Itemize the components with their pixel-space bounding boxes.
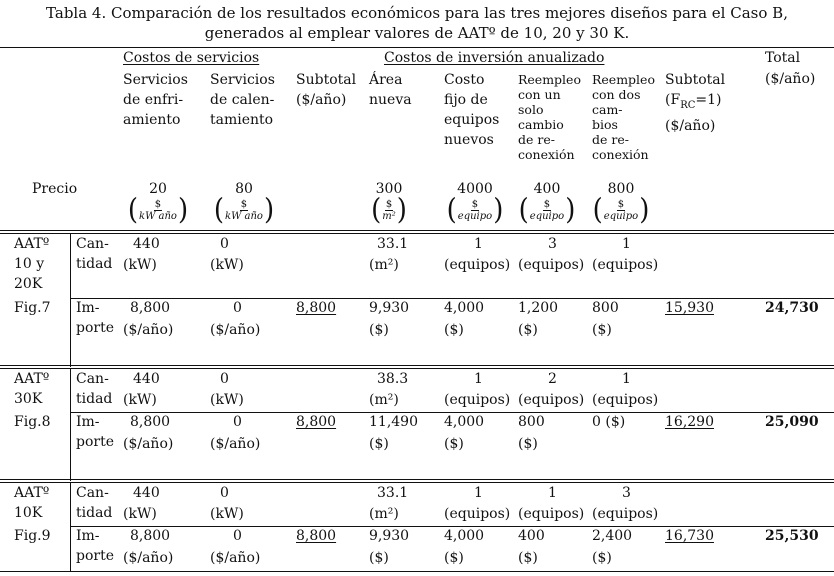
b3-q-calen-unit: (kW): [210, 506, 244, 522]
b1-q-reemp2-unit: (equipos): [592, 257, 659, 273]
b3-q-enfri-unit: (kW): [123, 506, 157, 522]
b2-i-calen: 0: [233, 414, 242, 430]
col-reempleo-un-cambio: Reempleo con un solo cambio de re- conexión: [518, 72, 581, 162]
total-header: Total: [765, 50, 801, 66]
b1-i-reemp1-unit: ($): [518, 322, 538, 338]
b2-i-total: 25,090: [765, 414, 819, 430]
block3-label: AATº 10K: [14, 485, 50, 521]
b1-q-reemp1: 3: [548, 236, 557, 252]
b2-q-reemp1-unit: (equipos): [518, 392, 585, 408]
b2-q-area: 38.3: [377, 371, 409, 387]
price-unit-reempleo2: ( $\frac{\$}{\text{equipo}}$ ): [592, 193, 650, 227]
price-unit-calentamiento: ( $\frac{\$}{\text{kW año}}$ ): [213, 193, 275, 227]
b3-i-fijo: 4,000: [444, 528, 485, 544]
b2-i-fijo: 4,000: [444, 414, 485, 430]
table-caption-line2: generados al emplear valores de AATº de 10, 20 y 30 K.: [204, 24, 630, 42]
group-costos-inversion: Costos de inversión anualizado: [384, 50, 605, 66]
block2-label: AATº 30K: [14, 371, 50, 407]
b3-i-enfri-unit: ($/año): [123, 550, 174, 566]
b3-i-area: 9,930: [369, 528, 410, 544]
b1-i-fijo-unit: ($): [444, 322, 464, 338]
b1-q-enfri: 440: [133, 236, 160, 252]
header-rule-2: [0, 233, 834, 234]
block1-divider: [70, 233, 71, 367]
b3-q-area-unit: (m²): [369, 506, 399, 522]
block1-cantidad-label: Can- tidad: [76, 236, 113, 272]
b3-i-reemp1-unit: ($): [518, 550, 538, 566]
col-subtotal-servicios: Subtotal ($/año): [296, 72, 357, 108]
b1-i-enfri: 8,800: [130, 300, 171, 316]
b3-q-enfri: 440: [133, 485, 160, 501]
b3-i-calen: 0: [233, 528, 242, 544]
price-value-reempleo2: 800: [607, 181, 635, 197]
b2-i-reemp1-unit: ($): [518, 436, 538, 452]
b1-i-enfri-unit: ($/año): [123, 322, 174, 338]
b1-q-area-unit: (m²): [369, 257, 399, 273]
b2-q-calen: 0: [220, 371, 229, 387]
price-unit-area: ( $\frac{\$}{\text{m²}}$ ): [371, 193, 407, 227]
b1-q-area: 33.1: [377, 236, 409, 252]
block2-bottom-rule-2: [0, 482, 834, 483]
b1-q-fijo: 1: [474, 236, 483, 252]
b3-i-reemp1: 400: [518, 528, 545, 544]
block1-bottom-rule-1: [0, 365, 834, 366]
block3-fig: Fig.9: [14, 528, 51, 544]
price-unit-enfriamiento: ( $\frac{\$}{\text{kW año}}$ ): [127, 193, 189, 227]
block1-fig: Fig.7: [14, 300, 51, 316]
b3-q-reemp1-unit: (equipos): [518, 506, 585, 522]
b2-i-reemp2: 0 ($): [592, 414, 626, 430]
b1-i-reemp2: 800: [592, 300, 619, 316]
b1-q-calen: 0: [220, 236, 229, 252]
total-unit: ($/año): [765, 71, 816, 87]
block1-label: AATº 10 y 20K: [14, 236, 50, 292]
b2-q-reemp2-unit: (equipos): [592, 392, 659, 408]
block2-divider: [70, 368, 71, 481]
price-value-costo-fijo: 4000: [457, 181, 493, 197]
b3-q-fijo-unit: (equipos): [444, 506, 511, 522]
b3-q-reemp2: 3: [622, 485, 631, 501]
price-value-area: 300: [375, 181, 403, 197]
b1-i-calen-unit: ($/año): [210, 322, 261, 338]
block1-importe-label: Im- porte: [76, 300, 114, 336]
b3-i-area-unit: ($): [369, 550, 389, 566]
b2-q-enfri: 440: [133, 371, 160, 387]
block3-cantidad-label: Can- tidad: [76, 485, 113, 521]
b3-i-total: 25,530: [765, 528, 819, 544]
b2-q-area-unit: (m²): [369, 392, 399, 408]
b3-i-subtotal1: 8,800: [296, 528, 337, 544]
b1-i-calen: 0: [233, 300, 242, 316]
col-subtotal-inversion: Subtotal $(F_{RC}=1)$ ($/año): [665, 72, 726, 134]
price-unit-costo-fijo: ( $\frac{\$}{\text{equipo}}$ ): [446, 193, 504, 227]
b1-i-reemp1: 1,200: [518, 300, 559, 316]
block1-bottom-rule-2: [0, 368, 834, 369]
block2-cantidad-label: Can- tidad: [76, 371, 113, 407]
col-enfriamiento: Servicios de enfri- amiento: [123, 72, 188, 128]
b1-q-enfri-unit: (kW): [123, 257, 157, 273]
b3-i-fijo-unit: ($): [444, 550, 464, 566]
block2-importe-label: Im- porte: [76, 414, 114, 450]
price-value-calentamiento: 80: [235, 181, 253, 197]
b1-i-total: 24,730: [765, 300, 819, 316]
b1-i-reemp2-unit: ($): [592, 322, 612, 338]
b2-q-reemp2: 1: [622, 371, 631, 387]
b1-i-area: 9,930: [369, 300, 410, 316]
b1-q-reemp1-unit: (equipos): [518, 257, 585, 273]
b1-q-reemp2: 1: [622, 236, 631, 252]
b3-i-subtotal2: 16,730: [665, 528, 714, 544]
b1-i-area-unit: ($): [369, 322, 389, 338]
b3-i-reemp2: 2,400: [592, 528, 633, 544]
price-value-reempleo1: 400: [533, 181, 561, 197]
b3-q-fijo: 1: [474, 485, 483, 501]
b2-q-enfri-unit: (kW): [123, 392, 157, 408]
b2-i-enfri-unit: ($/año): [123, 436, 174, 452]
bottom-rule: [0, 571, 834, 572]
b3-q-area: 33.1: [377, 485, 409, 501]
b3-q-reemp1: 1: [548, 485, 557, 501]
b1-i-subtotal2: 15,930: [665, 300, 714, 316]
b3-i-calen-unit: ($/año): [210, 550, 261, 566]
block3-importe-label: Im- porte: [76, 528, 114, 564]
header-rule-1: [0, 230, 834, 231]
b2-i-subtotal2: 16,290: [665, 414, 714, 430]
b2-i-area-unit: ($): [369, 436, 389, 452]
b2-i-enfri: 8,800: [130, 414, 171, 430]
b2-i-reemp1: 800: [518, 414, 545, 430]
col-area-nueva: Área nueva: [369, 72, 412, 108]
block2-fig: Fig.8: [14, 414, 51, 430]
block3-divider: [70, 482, 71, 572]
b3-i-enfri: 8,800: [130, 528, 171, 544]
b3-q-reemp2-unit: (equipos): [592, 506, 659, 522]
b1-q-fijo-unit: (equipos): [444, 257, 511, 273]
b1-i-subtotal1: 8,800: [296, 300, 337, 316]
col-reempleo-dos-cambios: Reempleo con dos cam- bios de re- conexión: [592, 72, 655, 162]
price-label: Precio: [32, 181, 78, 197]
b3-i-reemp2-unit: ($): [592, 550, 612, 566]
table-caption-line1: Tabla 4. Comparación de los resultados económicos para las tres mejores diseños para el Caso B,: [46, 4, 788, 22]
col-costo-fijo: Costo fijo de equipos nuevos: [444, 72, 500, 148]
b2-i-area: 11,490: [369, 414, 418, 430]
price-value-enfriamiento: 20: [149, 181, 167, 197]
b2-i-subtotal1: 8,800: [296, 414, 337, 430]
b2-i-calen-unit: ($/año): [210, 436, 261, 452]
col-calentamiento: Servicios de calen- tamiento: [210, 72, 275, 128]
b3-q-calen: 0: [220, 485, 229, 501]
b1-i-fijo: 4,000: [444, 300, 485, 316]
b2-i-fijo-unit: ($): [444, 436, 464, 452]
b1-q-calen-unit: (kW): [210, 257, 244, 273]
b2-q-fijo-unit: (equipos): [444, 392, 511, 408]
b2-q-reemp1: 2: [548, 371, 557, 387]
price-unit-reempleo1: ( $\frac{\$}{\text{equipo}}$ ): [518, 193, 576, 227]
block2-bottom-rule-1: [0, 479, 834, 480]
b2-q-fijo: 1: [474, 371, 483, 387]
group-costos-servicios: Costos de servicios: [123, 50, 260, 66]
b2-q-calen-unit: (kW): [210, 392, 244, 408]
